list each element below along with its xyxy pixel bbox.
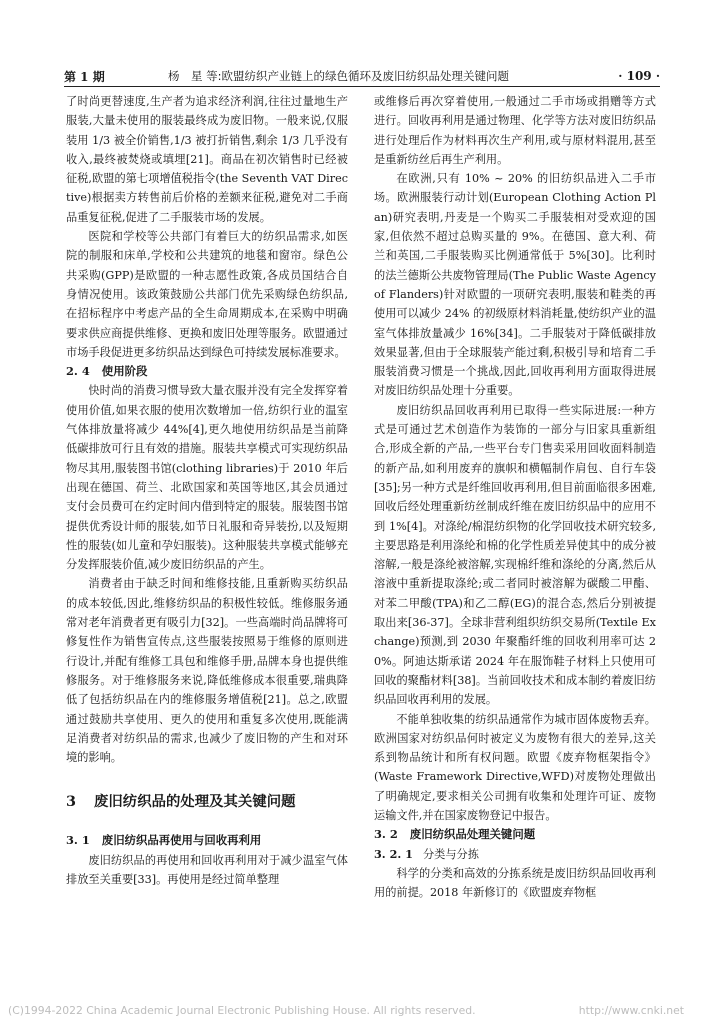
- copyright-text: (C)1994-2022 China Academic Journal Electronic Publishing House. All rights reserved.: [8, 1004, 476, 1017]
- section-heading-3-1: [66, 831, 348, 850]
- paragraph: 消费者由于缺乏时间和维修技能,且重新购买纺织品的成本较低,因此,维修纺织品的积极性较低。维修服务通常对老年消费者更有吸引力[32]。一些高端时尚品牌将可修复性作为销售宣传点,这些服装按照易于维修的原则进行设计,并配有维修工具包和维修手册,品牌本身也提供维修服务。对于维修服务来说,降低维修成本很重要,瑞典降低了包括纺织品在内的维修服务增值税[21]。总之,欧盟通过鼓励共享使用、更久的使用和重复多次使用,既能满足消费者对纺织品的需求,也减少了废旧物的产生和对环境的影响。: [66, 577, 348, 765]
- paragraph: 科学的分类和高效的分拣系统是废旧纺织品回收再利用的前提。2018 年新修订的《欧盟废弃物框: [374, 866, 656, 900]
- left-column: [66, 92, 348, 889]
- section-title: 废旧纺织品处理关键问题: [409, 827, 536, 842]
- section-number: 3. 1: [66, 833, 90, 848]
- right-column: [374, 92, 656, 902]
- issue-number: 第 1 期: [64, 69, 105, 84]
- section-title: 分类与分拣: [422, 847, 479, 861]
- section-heading-2-4: [66, 362, 348, 381]
- section-number: 3. 2. 1: [374, 846, 413, 861]
- paragraph: 或维修后再次穿着使用,一般通过二手市场或捐赠等方式进行。回收再利用是通过物理、化学等方法对废旧纺织品进行处理后作为材料再次生产利用,或与原材料混用,甚至是重新纺丝后再生产利用。: [374, 95, 656, 166]
- paragraph: 快时尚的消费习惯导致大量衣服并没有完全发挥穿着使用价值,如果衣服的使用次数增加一倍,纺织行业的温室气体排放量将减少 44%[4],更久地使用纺织品是当前降低碳排放可行且有效的措施。服装共享模式可实现纺织品物尽其用,服装图书馆(clothing libraries)于 2010 年后出现在德国、荷兰、北欧国家和英国等地区,其会员通过支付会员费可在约定时间内借到特定的服装。服装图书馆提供优秀设计师的服装,如节日礼服和奇异装扮,以及短期性的服装(如儿童和孕妇服装)。这种服装共享模式能够充分发挥服装价值,减少废旧纺织品的产生。: [66, 384, 348, 572]
- paragraph: 医院和学校等公共部门有着巨大的纺织品需求,如医院的制服和床单,学校和公共建筑的地毯和窗帘。绿色公共采购(GPP)是欧盟的一种志愿性政策,各成员国结合自身情况使用。该政策鼓励公共部门优先采购绿色纺织品,在招标程序中考虑产品的全生命周期成本,在采购中明确要求供应商提供维修、更换和废旧处理等服务。欧盟通过市场手段促进更多纺织品达到绿色可持续发展标准要求。: [66, 230, 348, 359]
- paragraph: 废旧纺织品的再使用和回收再利用对于减少温室气体排放至关重要[33]。再使用是经过简单整理: [66, 853, 348, 886]
- section-heading-3-2-1: [374, 845, 656, 864]
- running-title: 杨 星 等:欧盟纺织产业链上的绿色循环及废旧纺织品处理关键问题: [168, 69, 510, 83]
- running-header: [64, 66, 660, 86]
- paragraph: 不能单独收集的纺织品通常作为城市固体废物丢弃。欧洲国家对纺织品何时被定义为废物有很大的差异,这关系到物品统计和所有权问题。欧盟《废弃物框架指令》(Waste Framework Directive,WFD)对废物处理做出了明确规定,要求相关公司拥有收集和处理许可证、废物运输文件,并在国家废物登记中报告。: [374, 712, 656, 822]
- section-title: 废旧纺织品的处理及其关键问题: [94, 794, 296, 811]
- section-number: 3: [66, 793, 77, 811]
- paragraph: 在欧洲,只有 10% ~ 20% 的旧纺织品进入二手市场。欧洲服装行动计划(European Clothing Action Plan)研究表明,丹麦是一个购买二手服装相对受欢迎的国家,但依然不超过总购买量的 9%。在德国、意大利、荷兰和英国,二手服装购买比例通常低于 5%[30]。比利时的法兰德斯公共废物管理局(The Public Waste Agency of Flanders)针对欧盟的一项研究表明,服装和鞋类的再使用可以减少 24% 的初级原材料消耗量,使纺织产业的温室气体排放量减少 16%[34]。二手服装对于降低碳排放效果显著,但由于全球服装产能过剩,积极引导和培育二手服装消费习惯是一个挑战,因此,回收再利用方面取得进展对废旧纺织品处理十分重要。: [374, 172, 656, 398]
- section-heading-3-2: [374, 825, 656, 844]
- header-rule: [64, 86, 660, 87]
- section-title: 废旧纺织品再使用与回收再利用: [101, 833, 262, 848]
- paragraph: 了时尚更替速度,生产者为追求经济利润,往往过量地生产服装,大量未使用的服装最终成为废旧物。一般来说,仅服装用 1/3 被全价销售,1/3 被打折销售,剩余 1/3 几乎没有收入,最终被焚烧或填埋[21]。商品在初次销售时已经被征税,欧盟的第七项增值税指令(the Seventh VAT Directive)根据卖方转售前后价格的差额来征税,避免对二手商品重复征税,促进了二手服装市场的发展。: [66, 95, 348, 224]
- section-heading-3: [66, 791, 348, 813]
- paragraph: 废旧纺织品回收再利用已取得一些实际进展:一种方式是可通过艺术创造作为装饰的一部分与旧家具重新组合,形成全新的产品,一些平台专门售卖采用回收面料制造的新产品,如利用废弃的旗帜和横幅制作肩包、自行车袋[35];另一种方式是纤维回收再利用,但目前面临很多困难,回收后经处理重新纺丝制成纤维在废旧纺织品中的应用不到 1%[4]。对涤纶/棉混纺织物的化学回收技术研究较多,主要思路是利用涤纶和棉的化学性质差异使其中的成分被溶解,一般是涤纶被溶解,实现棉纤维和涤纶的分离,然后从溶液中重新提取涤纶;或二者同时被溶解为碳酸二甲酯、对苯二甲酸(TPA)和乙二醇(EG)的混合态,然后分别被提取出来[36-37]。全球非营利组织纺织交易所(Textile Exchange)预测,到 2030 年聚酯纤维的回收利用率可达 20%。阿迪达斯承诺 2024 年在服饰鞋子材料上只使用可回收的聚酯材料[38]。当前回收技术和成本制约着废旧纺织品回收再利用的发展。: [374, 403, 656, 707]
- page-number: · 109 ·: [618, 69, 660, 83]
- section-number: 3. 2: [374, 827, 398, 842]
- section-title: 使用阶段: [101, 364, 148, 379]
- copyright-footer: [0, 1004, 724, 1017]
- footer-url[interactable]: http://www.cnki.net: [578, 1004, 684, 1017]
- section-number: 2. 4: [66, 364, 90, 379]
